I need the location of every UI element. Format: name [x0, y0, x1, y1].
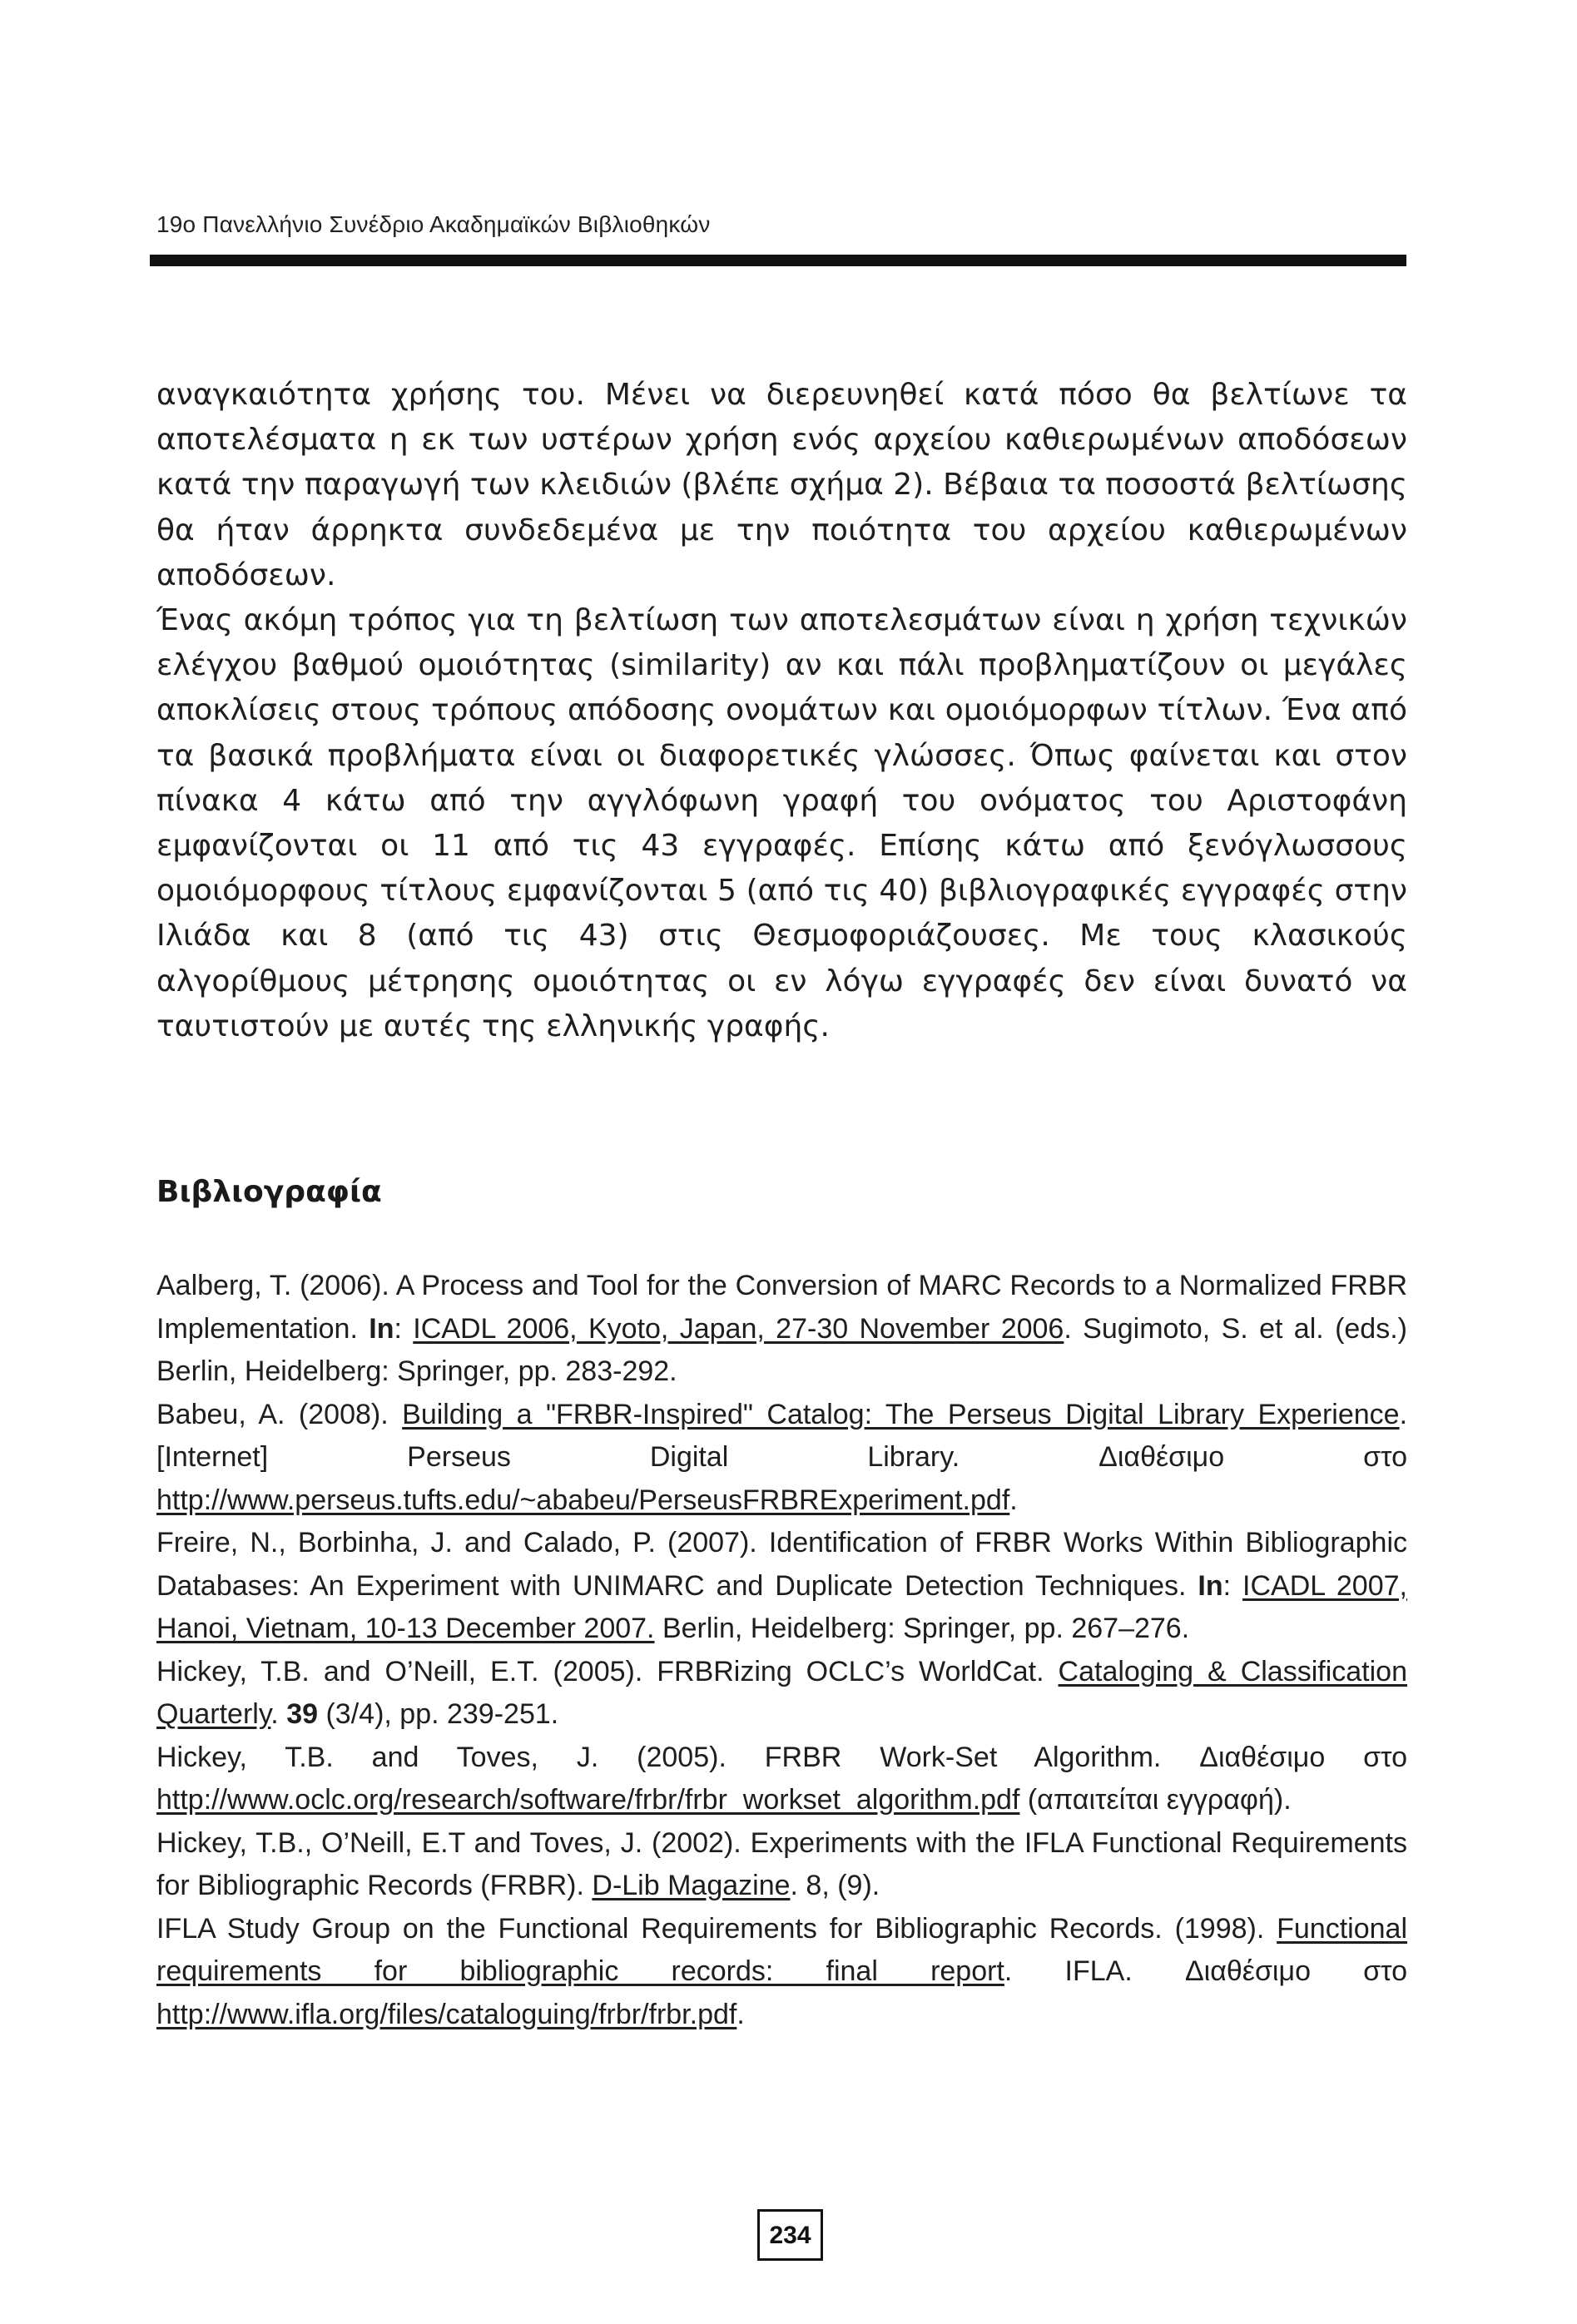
reference-entry: [156, 1522, 1407, 1651]
reference-link[interactable]: Functional requirements for bibliographic records: final report: [156, 1912, 1407, 1987]
reference-text: .: [270, 1698, 287, 1730]
reference-url[interactable]: http://www.oclc.org/research/software/frbr/frbr_workset_algorithm.pdf: [156, 1784, 1020, 1816]
reference-text: . IFLA. Διαθέσιμο στο: [1004, 1955, 1407, 1987]
body-paragraph: αναγκαιότητα χρήσης του. Μένει να διερευνηθεί κατά πόσο θα βελτίωνε τα αποτελέσματα η εκ των υστέρων χρήση ενός αρχείου καθιερωμένων αποδόσεων κατά την παραγωγή των κλειδιών (βλέπε σχήμα 2). Βέβαια τα ποσοστά βελτίωσης θα ήταν άρρηκτα συνδεδεμένα με την ποιότητα του αρχείου καθιερωμένων αποδόσεων.: [156, 378, 1407, 592]
reference-text: :: [1222, 1569, 1243, 1602]
reference-url[interactable]: http://www.ifla.org/files/cataloguing/frbr/frbr.pdf: [156, 1998, 737, 2030]
reference-text: Hickey, T.B. and Toves, J. (2005). FRBR Work-Set Algorithm. Διαθέσιμο στο: [156, 1741, 1407, 1773]
reference-text: Hickey, T.B. and O’Neill, E.T. (2005). FRBRizing OCLC’s WorldCat.: [156, 1655, 1059, 1687]
reference-text: . 8, (9).: [790, 1870, 880, 1901]
reference-text: (απαιτείται εγγραφή).: [1019, 1784, 1292, 1816]
reference-text: :: [394, 1312, 414, 1345]
reference-text: . [Internet] Perseus Digital Library. Διαθέσιμο στο: [156, 1398, 1408, 1473]
page-number: 234: [769, 2222, 811, 2249]
reference-bold: In: [1198, 1569, 1223, 1602]
reference-bold: In: [369, 1312, 394, 1345]
reference-bold: 39: [286, 1698, 319, 1730]
reference-text: Freire, N., Borbinha, J. and Calado, P. (2007). Identification of FRBR Works Within Bibliographic Databases: An Experiment with UNIMARC and Duplicate Detection Techniques.: [156, 1527, 1407, 1602]
reference-entry: [156, 1265, 1407, 1394]
reference-text: (3/4), pp. 239-251.: [318, 1698, 559, 1730]
reference-text: Aalberg, T. (2006). A Process and Tool for the Conversion of MARC Records to a Normalized FRBR Implementation.: [156, 1270, 1407, 1345]
reference-text: . Sugimoto, S. et al. (eds.) Berlin, Heidelberg: Springer, pp. 283-292.: [156, 1312, 1407, 1387]
header-rule: [150, 255, 1406, 266]
reference-text: .: [1009, 1484, 1018, 1516]
reference-entry: [156, 1737, 1407, 1822]
reference-link[interactable]: ICADL 2006, Kyoto, Japan, 27-30 November 2006: [413, 1312, 1064, 1345]
reference-text: .: [736, 1998, 745, 2030]
reference-link[interactable]: D-Lib Magazine: [592, 1870, 791, 1901]
reference-link[interactable]: Cataloging & Classification Quarterly: [156, 1655, 1407, 1730]
bibliography-heading: Βιβλιογραφία: [156, 1175, 382, 1209]
reference-entry: [156, 1822, 1407, 1908]
reference-entry: [156, 1394, 1407, 1523]
reference-entry: [156, 1908, 1407, 2037]
reference-link[interactable]: ICADL 2007, Hanoi, Vietnam, 10-13 December 2007.: [156, 1569, 1407, 1644]
reference-link[interactable]: Building a "FRBR-Inspired" Catalog: The Perseus Digital Library Experience: [402, 1398, 1400, 1430]
running-header: 19ο Πανελλήνιο Συνέδριο Ακαδημαϊκών Βιβλιοθηκών: [156, 211, 711, 237]
reference-entry: [156, 1651, 1407, 1737]
reference-text: Babeu, A. (2008).: [156, 1398, 403, 1430]
body-text: [156, 373, 1407, 1049]
reference-text: Berlin, Heidelberg: Springer, pp. 267–276.: [654, 1613, 1190, 1644]
reference-list: [156, 1265, 1407, 2036]
reference-text: Hickey, T.B., O’Neill, E.T and Toves, J. (2002). Experiments with the IFLA Functional Requirements for Bibliographic Records (FRBR).: [156, 1826, 1407, 1901]
reference-text: IFLA Study Group on the Functional Requirements for Bibliographic Records. (1998).: [156, 1912, 1277, 1945]
body-paragraph: Ένας ακόμη τρόπος για τη βελτίωση των αποτελεσμάτων είναι η χρήση τεχνικών ελέγχου βαθμού ομοιότητας (similarity) αν και πάλι προβληματίζουν οι μεγάλες αποκλίσεις στους τρόπους απόδοσης ονομάτων και ομοιόμορφων τίτλων. Ένα από τα βασικά προβλήματα είναι οι διαφορετικές γλώσσες. Όπως φαίνεται και στον πίνακα 4 κάτω από την αγγλόφωνη γραφή του ονόματος του Αριστοφάνη εμφανίζονται οι 11 από τις 43 εγγραφές. Επίσης κάτω από ξενόγλωσσους ομοιόμορφους τίτλους εμφανίζονται 5 (από τις 40) βιβλιογραφικές εγγραφές στην Ιλιάδα και 8 (από τις 43) στις Θεσμοφοριάζουσες. Με τους κλασικούς αλγορίθμους μέτρησης ομοιότητας οι εν λόγω εγγραφές δεν είναι δυνατό να ταυτιστούν με αυτές της ελληνικής γραφής.: [156, 603, 1407, 1043]
page-number-box: [757, 2209, 821, 2261]
reference-url[interactable]: http://www.perseus.tufts.edu/~ababeu/PerseusFRBRExperiment.pdf: [156, 1484, 1010, 1516]
